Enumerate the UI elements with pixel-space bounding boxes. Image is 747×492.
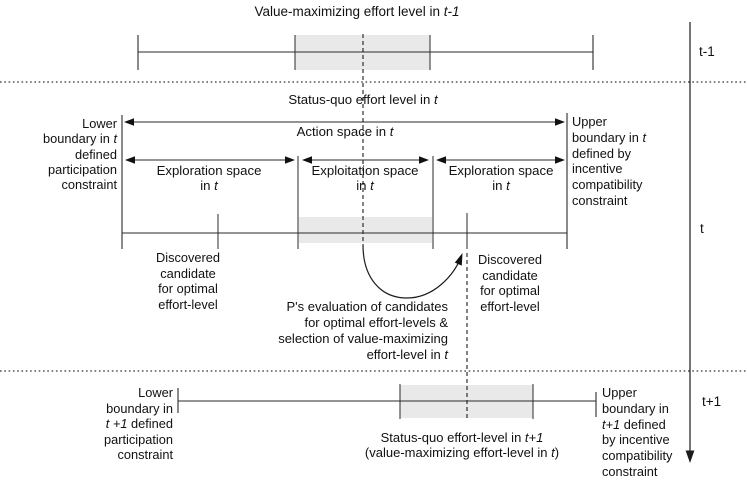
evaluation-curve-arrow (363, 245, 463, 298)
lower-boundary-label-t-plus-1: Lower boundary in t +1 defined participation constraint (103, 385, 173, 462)
timeline-label-t: t (700, 221, 704, 236)
status-quo-label-t-plus-1: Status-quo effort-level in t+1 (value-maximizing effort-level in t) (364, 430, 560, 460)
shaded-region-t (299, 217, 432, 243)
action-space-label: Action space in t (296, 124, 394, 139)
diagram-title: Value-maximizing effort level in t-1 (254, 4, 460, 19)
timeline-label-t-minus-1: t-1 (699, 44, 715, 59)
discovered-candidate-left-label: Discovered candidate for optimal effort-level (155, 250, 220, 312)
exploitation-space-label: Exploitation space in t (311, 163, 419, 194)
exploration-space-left-label: Exploration space in t (156, 163, 262, 194)
principal-evaluation-label: P's evaluation of candidates for optimal effort-levels & selection of value-maximizing effort-level in t (278, 299, 448, 362)
status-quo-label-t: Status-quo effort level in t (288, 92, 438, 107)
upper-boundary-label-t: Upper boundary in t defined by incentive compatibility constraint (572, 114, 646, 208)
upper-boundary-label-t-plus-1: Upper boundary in t+1 defined by incentive compatibility constraint (602, 385, 673, 479)
exploration-space-right-label: Exploration space in t (448, 163, 554, 194)
discovered-candidate-right-label: Discovered candidate for optimal effort-level (477, 252, 542, 314)
timeline-label-t-plus-1: t+1 (702, 394, 722, 409)
t-plus-1-effort-line (178, 384, 596, 419)
lower-boundary-label-t: Lower boundary in t defined participation constraint (43, 116, 117, 193)
